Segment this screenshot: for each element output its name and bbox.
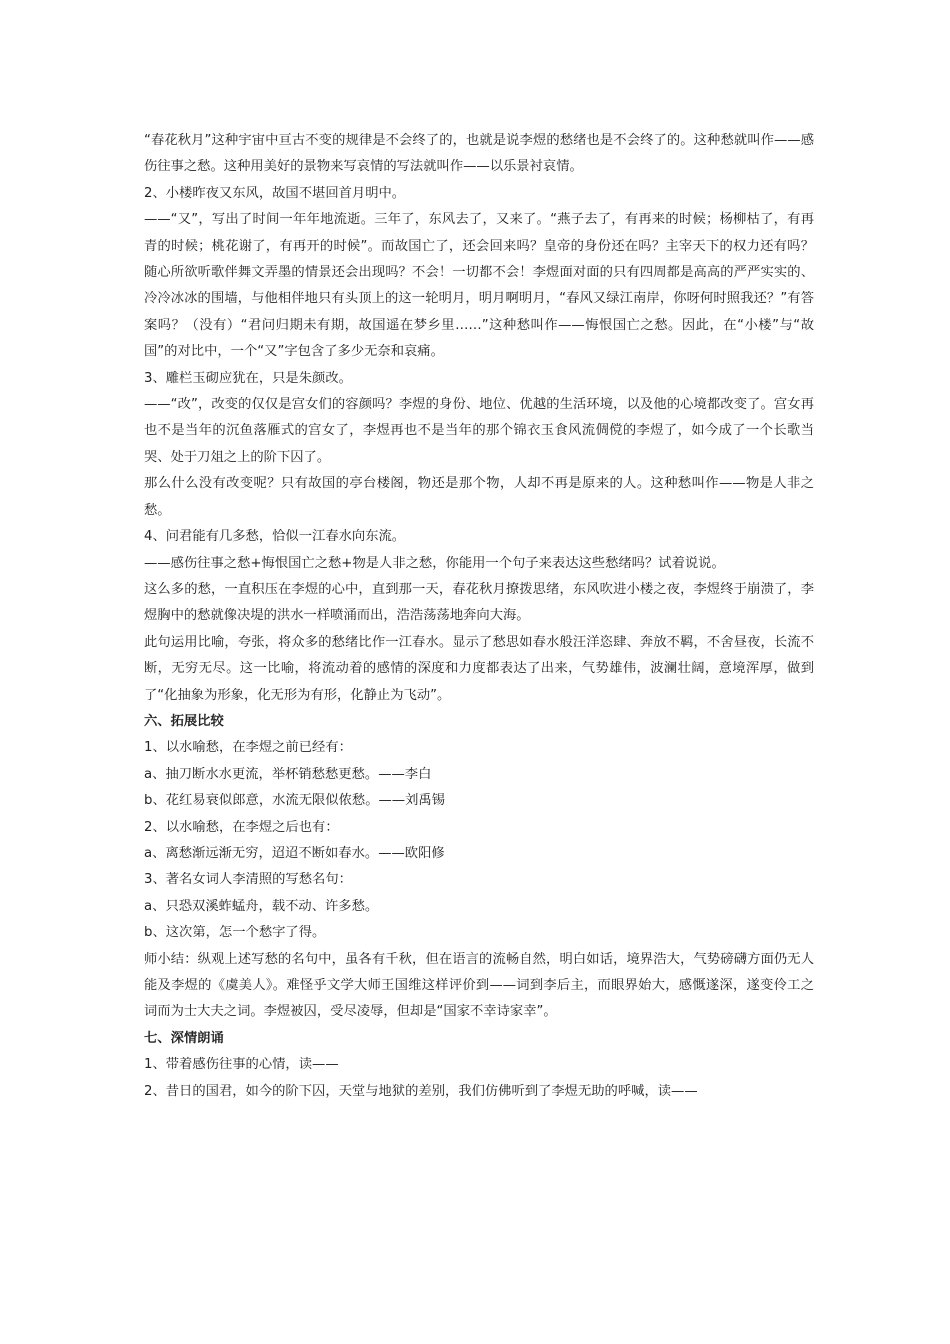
section-heading-extended-comparison: 六、拓展比较 [144, 713, 224, 729]
list-item-liu-yuxi-quote: b、花红易衰似郎意，水流无限似侬愁。——刘禹锡 [144, 793, 445, 809]
section-heading-recitation: 七、深情朗诵 [144, 1030, 224, 1046]
paragraph-line-3-heading: 3、雕栏玉砌应犹在，只是朱颜改。 [144, 370, 352, 386]
paragraph-you-analysis: ——“又”，写出了时间一年年地流逝。三年了，东风去了，又来了。“燕子去了，有再来的时候；杨柳枯了，有再青的时候；桃花谢了，有再开的时候”。而故国亡了，还会回来吗？皇帝的身份还在吗？主宰天下的权力还有吗？随心所欲听歌伴舞文弄墨的情景还会出现吗？不会！一切都不会！李煜面对面的只有四周都是高高的严严实实的、冷冷冰冰的围墙，与他相伴地只有头顶上的这一轮明月，明月啊明月，“春风又绿江南岸，你呀何时照我还？”有答案吗？（没有）“君问归期未有期，故国遥在梦乡里……”这种愁叫作——悔恨国亡之愁。因此，在“小楼”与“故国”的对比中，一个“又”字包含了多少无奈和哀痛。 [144, 212, 814, 360]
paragraph-spring-autumn-sorrow: “春花秋月”这种宇宙中亘古不变的规律是不会终了的，也就是说李煜的愁绪也是不会终了的。这种愁就叫作——感伤往事之愁。这种用美好的景物来写哀情的写法就叫作——以乐景衬哀情。 [144, 133, 814, 175]
paragraph-gai-analysis: ——“改”，改变的仅仅是宫女们的容颜吗？李煜的身份、地位、优越的生活环境，以及他的心境都改变了。宫女再也不是当年的沉鱼落雁式的宫女了，李煜再也不是当年的那个锦衣玉食风流倜傥的李煜了，如今成了一个长歌当哭、处于刀俎之上的阶下囚了。 [144, 397, 814, 465]
list-item-li-qingzhao-quote-b: b、这次第，怎一个愁字了得。 [144, 925, 326, 941]
document-body [144, 128, 814, 1105]
list-item-li-qingzhao-heading: 3、著名女词人李清照的写愁名句： [144, 872, 352, 888]
list-item-before-li-yu: 1、以水喻愁，在李煜之前已经有： [144, 740, 352, 756]
paragraph-metaphor-analysis: 此句运用比喻，夸张，将众多的愁绪比作一江春水。显示了愁思如春水般汪洋恣肆、奔放不羁，不舍昼夜，长流不断，无穷无尽。这一比喻，将流动着的感情的深度和力度都表达了出来，气势雄伟，波澜壮阔，意境浑厚，做到了“化抽象为形象，化无形为有形，化静止为飞动”。 [144, 634, 814, 703]
paragraph-line-2-heading: 2、小楼昨夜又东风，故国不堪回首月明中。 [144, 185, 406, 201]
list-item-after-li-yu: 2、以水喻愁，在李煜之后也有： [144, 819, 339, 835]
list-item-li-qingzhao-quote-a: a、只恐双溪蚱蜢舟，载不动、许多愁。 [144, 898, 379, 914]
list-item-recite-2: 2、昔日的国君，如今的阶下囚，天堂与地狱的差别，我们仿佛听到了李煜无助的呼喊，读—— [144, 1083, 698, 1099]
paragraph-teacher-summary: 师小结：纵观上述写愁的名句中，虽各有千秋，但在语言的流畅自然，明白如话，境界浩大，气势磅礴方面仍无人能及李煜的《虞美人》。难怪乎文学大师王国维这样评价到——词到李后主，而眼界始大，感慨遂深，遂变伶工之词而为士大夫之词。李煜被囚，受尽凌辱，但却是“国家不幸诗家幸”。 [144, 951, 814, 1020]
paragraph-unchanged-things: 那么什么没有改变呢？只有故国的亭台楼阁，物还是那个物，人却不再是原来的人。这种愁叫作——物是人非之愁。 [144, 476, 814, 518]
list-item-recite-1: 1、带着感伤往事的心情，读—— [144, 1057, 339, 1073]
list-item-ouyang-xiu-quote: a、离愁渐远渐无穷，迢迢不断如春水。——欧阳修 [144, 845, 445, 861]
paragraph-line-4-heading: 4、问君能有几多愁，恰似一江春水向东流。 [144, 529, 406, 545]
paragraph-sorrow-summary-question: ——感伤往事之愁+悔恨国亡之愁+物是人非之愁，你能用一个句子来表达这些愁绪吗？试着说说。 [144, 555, 725, 571]
paragraph-sorrow-burst: 这么多的愁，一直积压在李煜的心中，直到那一天，春花秋月撩拨思绪，东风吹进小楼之夜，李煜终于崩溃了，李煜胸中的愁就像决堤的洪水一样喷涌而出，浩浩荡荡地奔向大海。 [144, 581, 814, 624]
list-item-li-bai-quote: a、抽刀断水水更流，举杯销愁愁更愁。——李白 [144, 766, 432, 782]
